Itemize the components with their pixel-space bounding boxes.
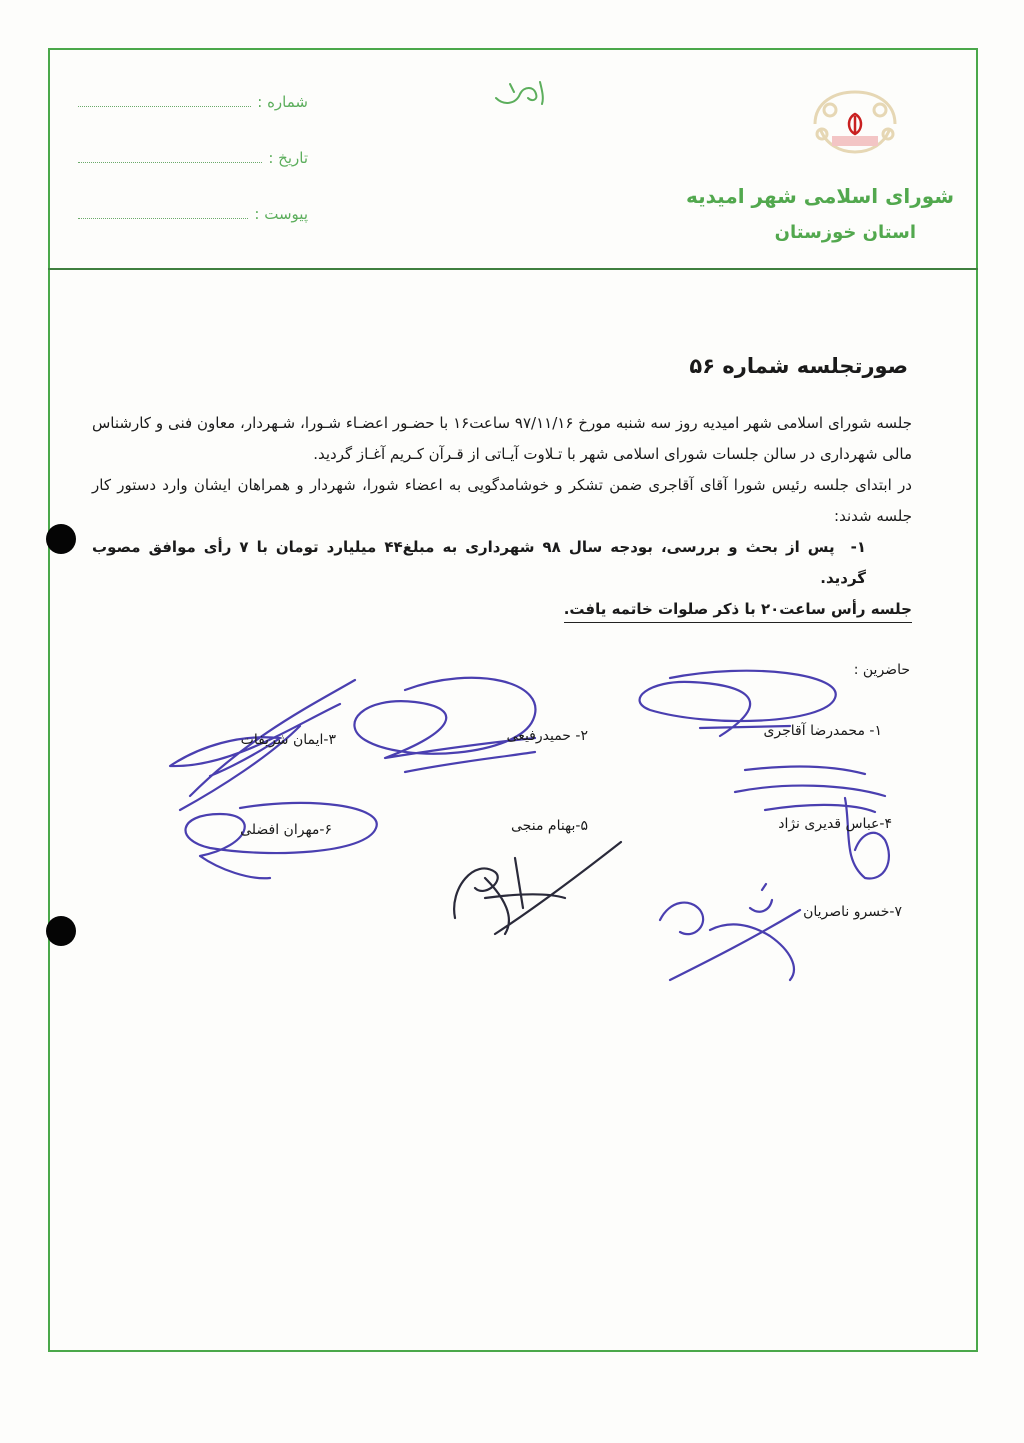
org-name: شورای اسلامی شهر امیدیه: [685, 184, 954, 208]
punch-hole-bottom: [46, 916, 76, 946]
document-title: صورتجلسه شماره ۵۶: [689, 354, 908, 378]
agenda-item-text: پس از بحث و بررسی، بودجه سال ۹۸ شهرداری به مبلغ۴۴ میلیارد تومان با ۷ رأی موافق مصوب گردید.: [92, 538, 866, 587]
paragraph-opening: جلسه شورای اسلامی شهر امیدیه روز سه شنبه مورخ ۹۷/۱۱/۱۶ ساعت۱۶ با حضـور اعضـاء شـورا، شـهردار، معاون فنی و کارشناس مالی شهرداری در سالن جلسات شورای اسلامی شهر با تـلاوت آیـاتی از قـرآن کـریم آغـاز گردید.: [92, 414, 913, 463]
attachment-label: پیوست :: [254, 205, 308, 223]
paragraph-agenda: در ابتدای جلسه رئیس شورا آقای آقاجری ضمن تشکر و خوشامدگویی به اعضاء شورا، شهردار و همراهان ایشان وارد دستور کار جلسه شدند:: [92, 476, 912, 525]
signature-6: [180, 800, 385, 885]
closing-statement: جلسه رأس ساعت۲۰ با ذکر صلوات خاتمه یافت.: [564, 596, 912, 623]
attendee-5: ۵-بهنام منجی: [511, 818, 588, 834]
number-field: [78, 92, 308, 116]
agenda-item-number: ۱-: [850, 538, 866, 556]
number-label: شماره :: [257, 93, 308, 111]
agenda-item: [92, 532, 912, 594]
attendee-3: ۳-ایمان شریفات: [240, 732, 336, 748]
calligraphy-motto-icon: [490, 76, 550, 112]
document-body: [92, 408, 912, 625]
punch-hole-top: [46, 524, 76, 554]
attendee-2: ۲- حمیدرفیعی: [506, 728, 588, 744]
signature-7: [650, 880, 815, 990]
date-label: تاریخ :: [268, 149, 308, 167]
attendee-4: ۴-عباس قدیری نژاد: [778, 816, 892, 832]
attendee-7: ۷-خسرو ناصریان: [803, 904, 902, 920]
attachment-field: [78, 204, 308, 228]
signature-5: [445, 838, 625, 938]
header-divider: [48, 268, 978, 270]
attendee-1: ۱- محمدرضا آقاجری: [763, 723, 882, 739]
attendees-label: حاضرین :: [853, 662, 910, 678]
date-field: [78, 148, 308, 172]
org-province: استان خوزستان: [774, 222, 916, 243]
attendee-6: ۶-مهران افضلی: [240, 822, 332, 838]
iran-emblem-icon: [800, 84, 910, 164]
